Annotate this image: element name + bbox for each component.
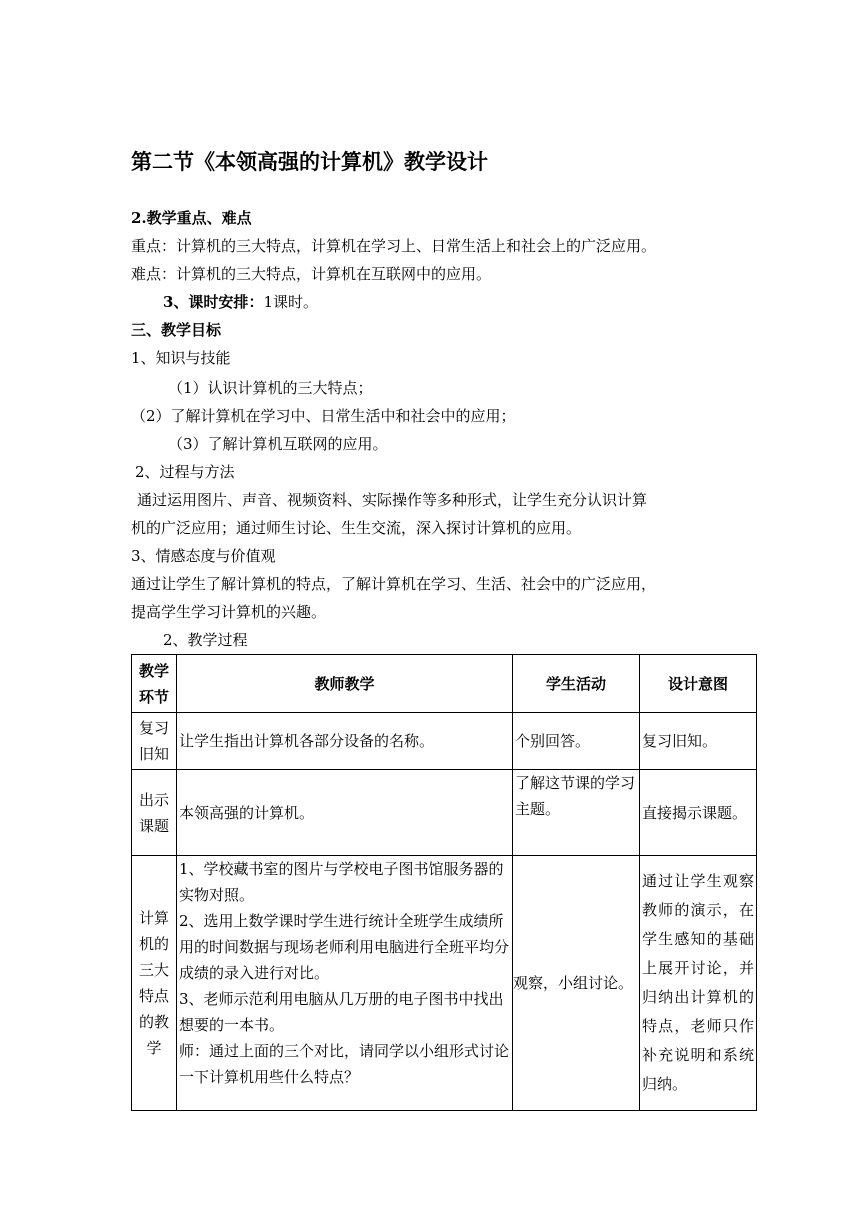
lesson-process-table [131, 654, 757, 1111]
cell-stage: 计算机的三大特点的教学 [132, 856, 177, 1111]
cell-teacher [177, 856, 513, 1111]
teacher-step: 师：通过上面的三个对比，请同学以小组形式讨论一下计算机用些什么特点？ [179, 1042, 510, 1086]
header-student: 学生活动 [513, 655, 640, 713]
cell-teacher: 让学生指出计算机各部分设备的名称。 [177, 713, 513, 770]
teacher-step: 1、学校藏书室的图片与学校电子图书馆服务器的实物对照。 [179, 860, 504, 904]
goal2-text: 机的广泛应用；通过师生讨论、生生交流，深入探讨计算机的应用。 [131, 519, 582, 537]
page-title: 第二节《本领高强的计算机》教学设计 [131, 150, 488, 174]
cell-intent: 复习旧知。 [640, 713, 757, 770]
cell-student-line: 主题。 [515, 800, 561, 818]
teacher-step: 2、选用上数学课时学生进行统计全班学生成绩所用的时间数据与现场老师利用电脑进行全班平均分成绩的录入进行对比。 [179, 912, 510, 982]
goal1-item: （2）了解计算机在学习中、日常生活中和社会中的应用； [131, 407, 516, 425]
cell-intent: 直接揭示课题。 [640, 770, 757, 856]
goal3-heading: 3、情感态度与价值观 [131, 547, 276, 565]
cell-stage: 复习旧知 [132, 713, 177, 770]
process-heading: 2、教学过程 [163, 631, 248, 649]
cell-teacher: 本领高强的计算机。 [177, 770, 513, 856]
goal3-text: 提高学生学习计算机的兴趣。 [131, 603, 327, 621]
cell-stage: 出示课题 [132, 770, 177, 856]
cell-student: 个别回答。 [513, 713, 640, 770]
goal1-item: （1）认识计算机的三大特点； [168, 379, 373, 397]
table-row [132, 770, 757, 856]
header-teacher: 教师教学 [177, 655, 513, 713]
goal2-text: 通过运用图片、声音、视频资料、实际操作等多种形式，让学生充分认识计算 [137, 491, 648, 509]
goal2-heading: 2、过程与方法 [135, 463, 235, 481]
schedule-label: 3、课时安排： [163, 293, 264, 311]
teacher-step: 3、老师示范利用电脑从几万册的电子图书中找出想要的一本书。 [179, 990, 504, 1034]
table-header-row [132, 655, 757, 713]
header-intent: 设计意图 [640, 655, 757, 713]
cell-intent: 通过让学生观察教师的演示，在学生感知的基础上展开讨论，并归纳出计算机的特点，老师只作补充说明和系统归纳。 [640, 856, 757, 1111]
cell-student [513, 770, 640, 856]
table-row [132, 713, 757, 770]
header-stage: 教学环节 [132, 655, 177, 713]
goal1-item: （3）了解计算机互联网的应用。 [168, 435, 388, 453]
schedule-value: 1课时。 [263, 293, 318, 311]
cell-student-line: 了解这节课的学习 [515, 774, 636, 792]
table-row [132, 856, 757, 1111]
section-key-heading: 2.教学重点、难点 [131, 209, 252, 227]
schedule-line [163, 292, 318, 312]
goal1-heading: 1、知识与技能 [131, 349, 231, 367]
cell-student: 观察，小组讨论。 [513, 856, 640, 1111]
goals-heading: 三、教学目标 [131, 321, 222, 339]
goal3-text: 通过让学生了解计算机的特点，了解计算机在学习、生活、社会中的广泛应用， [131, 575, 657, 593]
key-point-text: 重点：计算机的三大特点，计算机在学习上、日常生活上和社会上的广泛应用。 [131, 237, 657, 255]
difficult-point-text: 难点：计算机的三大特点，计算机在互联网中的应用。 [131, 265, 492, 283]
